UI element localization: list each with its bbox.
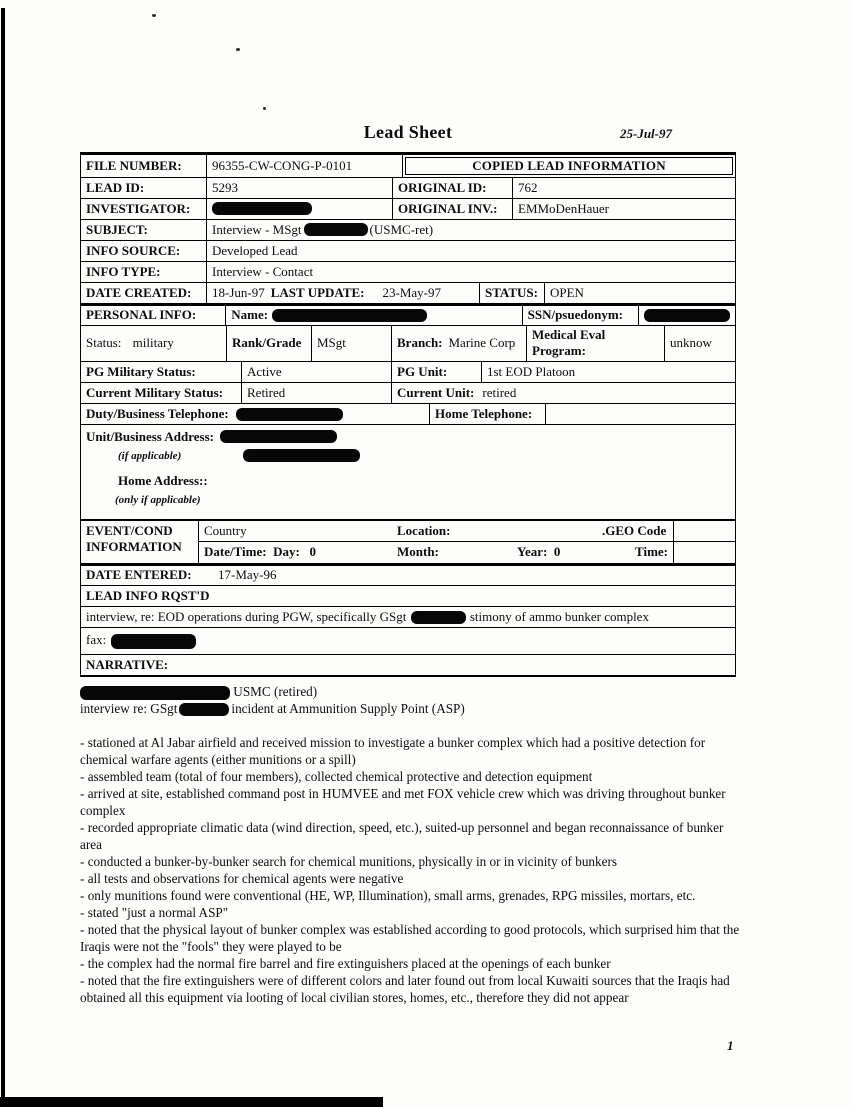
request-text-prefix: interview, re: EOD operations during PGW, specifically GSgt [86, 608, 407, 624]
row-personal-info [81, 304, 735, 326]
narrative-bullet: - stationed at Al Jabar airfield and received mission to investigate a bunker complex which had a positive detection for chemical warfare agents (either munitions or a spill) [80, 735, 706, 767]
date-created-value: 18-Jun-97 [212, 284, 265, 300]
home-phone-label: Home Telephone: [429, 404, 546, 424]
copied-lead-banner-cell [402, 155, 735, 177]
date-entered-label: DATE ENTERED: [86, 567, 192, 582]
event-row-datetime [199, 542, 735, 563]
name-cell [225, 306, 521, 325]
narrative-line-1-text: USMC (retired) [233, 684, 318, 699]
request-text [81, 608, 735, 627]
event-row-location [199, 521, 735, 542]
pg-military-status-value: Active [241, 362, 391, 382]
current-unit-value: retired [482, 384, 517, 400]
investigator-label: INVESTIGATOR: [86, 200, 191, 216]
date-time-label: Date/Time: Day: 0 [204, 544, 317, 559]
narrative-line-2-prefix: interview re: GSgt [80, 701, 178, 716]
redaction-bar [243, 449, 360, 462]
current-military-status-label: Current Military Status: [86, 384, 223, 400]
row-investigator [81, 199, 735, 220]
status-label: STATUS: [479, 283, 544, 303]
home-phone-value [546, 413, 735, 416]
scanned-document [80, 122, 740, 1006]
time-value [674, 551, 735, 554]
page-title: Lead Sheet [363, 122, 453, 142]
row-telephones [81, 404, 735, 425]
narrative-bullet: - noted that the physical layout of bunker complex was established according to good protocols, which surprised him that the Iraqis were not the "fools" they were played to be [80, 922, 740, 954]
month-label: Month: [397, 544, 439, 559]
narrative-spacer [80, 717, 744, 734]
geo-code-value [674, 530, 735, 533]
info-source-label: INFO SOURCE: [86, 242, 181, 258]
branch-cell [391, 326, 526, 361]
row-date-entered [81, 564, 735, 586]
scan-artifact-left-edge [1, 8, 5, 1107]
row-current-status [81, 383, 735, 404]
row-info-source [81, 241, 735, 262]
branch-value: Marine Corp [448, 335, 516, 350]
branch-label: Branch: [397, 335, 443, 350]
row-info-type [81, 262, 735, 283]
status-value: OPEN [544, 283, 735, 303]
scan-speck [236, 48, 240, 51]
subject-label: SUBJECT: [86, 221, 148, 237]
document-header [80, 122, 736, 152]
event-cond-fields [199, 521, 735, 563]
row-subject [81, 220, 735, 241]
medical-eval-value: unknow [664, 326, 735, 361]
narrative-heading: NARRATIVE: [86, 656, 169, 672]
event-cond-label-line2: INFORMATION [86, 539, 182, 554]
pg-unit-label: PG Unit: [391, 362, 481, 382]
current-unit-label: Current Unit: [397, 384, 475, 400]
redaction-bar [111, 634, 196, 649]
lead-id-label: LEAD ID: [86, 179, 145, 195]
narrative-bullet: - noted that the fire extinguishers were of different colors and later found out from local Kuwaiti sources that the Iraqis had obtained all this equipment via looting of local civilian stores, homes, etc., therefore they did not appear [80, 973, 730, 1005]
narrative-bullet: - assembled team (total of four members), collected chemical protective and detection equipment [80, 769, 593, 784]
date-created-cell [206, 283, 479, 303]
lead-info-rqstd-label: LEAD INFO RQST'D [86, 587, 210, 603]
page-number: 1 [727, 1038, 734, 1053]
row-status-rank [81, 326, 735, 362]
request-text-suffix: stimony of ammo bunker complex [469, 608, 649, 624]
fax-label: fax: [86, 632, 107, 648]
narrative-bullet: - stated "just a normal ASP" [80, 905, 229, 920]
file-number-value: 96355-CW-CONG-P-0101 [206, 155, 402, 177]
lead-id-value: 5293 [206, 178, 392, 198]
narrative-bullet: - only munitions found were conventional (HE, WP, Illumination), small arms, grenades, RPG missiles, mortars, etc. [80, 888, 696, 903]
narrative-line-1 [80, 683, 744, 700]
fax-cell [81, 631, 735, 651]
row-fax [81, 628, 735, 655]
name-label: Name: [231, 307, 269, 322]
narrative-body [80, 683, 744, 1006]
row-date-created [81, 283, 735, 304]
home-address-line [86, 471, 730, 490]
scan-speck [152, 14, 156, 17]
info-source-value: Developed Lead [206, 241, 735, 261]
redaction-bar [236, 408, 343, 421]
duty-phone-cell [81, 405, 429, 424]
unit-address-label: Unit/Business Address: [86, 428, 214, 444]
date-entered-value: 17-May-96 [218, 567, 277, 582]
pg-military-status-label: PG Military Status: [86, 363, 196, 379]
row-lead-id [81, 178, 735, 199]
home-address-label: Home Address:: [118, 472, 208, 488]
last-update-value: 23-May-97 [382, 284, 442, 300]
investigator-value [206, 199, 392, 219]
ssn-label: SSN/psuedonym: [522, 306, 638, 325]
scan-speck [263, 107, 266, 110]
original-inv-label: ORIGINAL INV.: [392, 199, 512, 219]
redaction-bar [212, 202, 312, 215]
redaction-bar [644, 309, 730, 322]
status-military-cell [81, 334, 226, 353]
location-label: Location: [397, 522, 451, 538]
military-status-label: Status: [86, 335, 122, 350]
redaction-bar [179, 703, 229, 716]
file-number-label: FILE NUMBER: [86, 157, 182, 173]
event-cond-section [81, 519, 735, 564]
country-label: Country [204, 522, 247, 538]
subject-value [206, 220, 735, 240]
document-date: 25-Jul-97 [620, 126, 672, 141]
pg-unit-value: 1st EOD Platoon [481, 362, 735, 382]
duty-phone-label: Duty/Business Telephone: [86, 405, 229, 421]
rank-grade-label: Rank/Grade [226, 326, 311, 361]
original-id-label: ORIGINAL ID: [392, 178, 512, 198]
ssn-value [638, 306, 735, 325]
year-label: Year: 0 [517, 544, 561, 559]
original-id-value: 762 [512, 178, 735, 198]
date-created-label: DATE CREATED: [86, 284, 192, 300]
time-label: Time: [597, 542, 674, 563]
rank-grade-value: MSgt [311, 326, 391, 361]
current-military-status-value: Retired [241, 383, 391, 403]
copied-lead-banner: COPIED LEAD INFORMATION [405, 157, 733, 175]
narrative-bullet: - all tests and observations for chemical agents were negative [80, 871, 404, 886]
narrative-line-2-suffix: incident at Ammunition Supply Point (ASP) [231, 701, 465, 716]
subject-text-suffix: (USMC-ret) [369, 221, 434, 237]
row-pg-status [81, 362, 735, 383]
home-address-note: (only if applicable) [115, 493, 201, 506]
event-cond-label-line1: EVENT/COND [86, 523, 173, 538]
military-status-value: military [132, 335, 174, 350]
redaction-bar [220, 430, 337, 443]
row-narrative-heading [81, 655, 735, 676]
geo-code-label: .GEO Code [597, 521, 674, 541]
redaction-bar [411, 611, 466, 624]
personal-info-section-label: PERSONAL INFO: [86, 307, 197, 322]
unit-address-note: (if applicable) [118, 449, 182, 462]
narrative-bullet: - conducted a bunker-by-bunker search for chemical munitions, physically in or in vicinity of bunkers [80, 854, 617, 869]
current-unit-cell [391, 383, 735, 403]
last-update-label: LAST UPDATE: [270, 284, 365, 300]
row-file-number [81, 155, 735, 178]
unit-address-note-line [86, 446, 730, 465]
narrative-bullet: - recorded appropriate climatic data (wind direction, speed, etc.), suited-up personnel and began reconnaissance of bunker area [80, 820, 724, 852]
home-address-note-line [86, 490, 730, 509]
lead-sheet-form [80, 152, 736, 677]
subject-text-prefix: Interview - MSgt [212, 221, 302, 237]
redaction-bar [304, 223, 368, 236]
redaction-bar [80, 686, 230, 700]
info-type-value: Interview - Contact [206, 262, 735, 282]
redaction-bar [272, 309, 427, 322]
narrative-bullet: - the complex had the normal fire barrel and fire extinguishers placed at the openings of each bunker [80, 956, 611, 971]
event-cond-section-label [81, 521, 199, 563]
info-type-label: INFO TYPE: [86, 263, 161, 279]
scan-artifact-bottom-bar [0, 1097, 383, 1107]
address-block [81, 425, 735, 519]
row-lead-info-rqstd [81, 586, 735, 607]
row-request-text [81, 607, 735, 628]
original-inv-value: EMMoDenHauer [512, 199, 735, 219]
unit-address-line [86, 427, 730, 446]
medical-eval-label: Medical Eval Program: [526, 326, 664, 361]
narrative-bullet: - arrived at site, established command post in HUMVEE and met FOX vehicle crew which was driving throughout bunker complex [80, 786, 726, 818]
narrative-line-2 [80, 700, 744, 717]
